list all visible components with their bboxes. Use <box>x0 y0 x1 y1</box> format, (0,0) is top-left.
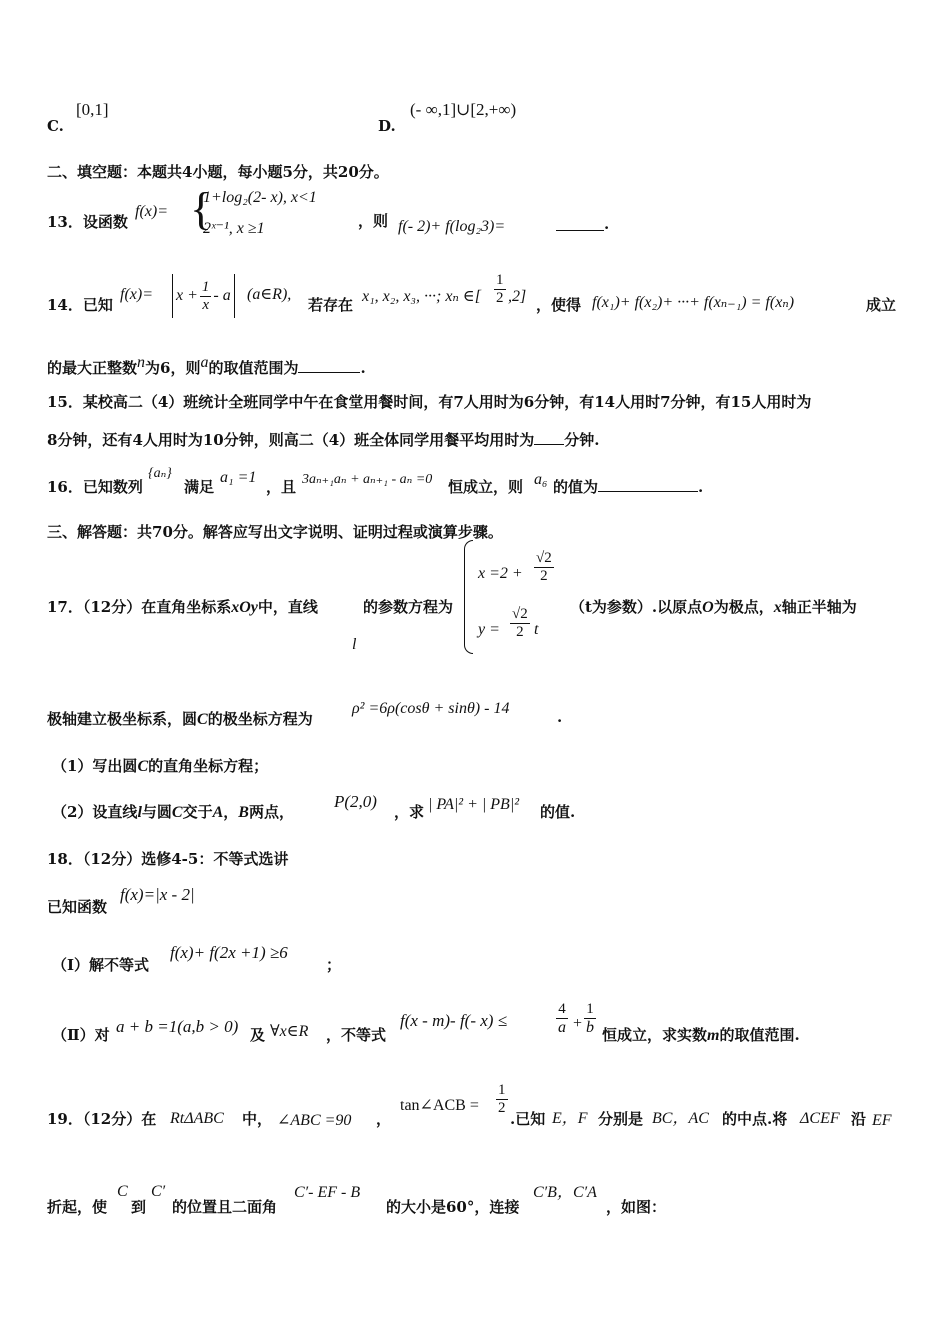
q15-line2-a: 8分钟，还有4人用时为10分钟，则高二（4）班全体同学用餐平均用时为 <box>47 431 535 449</box>
q13-case1: 1+log₂(2- x), x<1 <box>203 189 317 206</box>
q17-comma: ， <box>223 803 239 821</box>
q14-line2-c: 的取值范围为 <box>208 359 299 377</box>
option-c-label: C. <box>47 117 64 135</box>
q17-eq2: y = <box>478 621 500 638</box>
q19-C-prime: C′ <box>151 1183 166 1200</box>
q17-part1b: 的直角坐标方程； <box>148 757 269 775</box>
option-c <box>47 116 64 136</box>
q18-and: 及 <box>250 1026 266 1044</box>
option-d-label: D. <box>378 117 396 135</box>
q18-func: f(x)=|x - 2| <box>120 885 195 904</box>
q17-t: t <box>534 621 539 638</box>
q16-a6: a₆ <box>534 471 548 488</box>
q17-eq2-den: 2 <box>516 624 524 640</box>
q14-equation: f(x₁)+ f(x₂)+ ···+ f(xₙ₋₁) = f(xₙ) <box>592 294 795 311</box>
q18-forall: ∀x∈R <box>270 1023 309 1040</box>
q17-O: O <box>702 599 714 616</box>
q17-system-brace <box>464 540 473 654</box>
q14-line2-b: 为6，则 <box>145 359 201 377</box>
q17-part2e: ，求 <box>394 803 425 821</box>
q17-l: l <box>352 636 357 653</box>
q17-tail3: 轴正半轴为 <box>781 598 857 616</box>
q17-eq1: x =2 + <box>478 565 523 582</box>
q19-C: C <box>117 1183 128 1200</box>
q17-part2b: 与圆 <box>141 803 172 821</box>
q16-answer-blank[interactable] <box>598 477 698 492</box>
q18-four: 4 <box>556 1001 568 1019</box>
q19-EF: EF <box>872 1112 892 1129</box>
q17-line1 <box>47 597 318 618</box>
q16-mid2: ，且 <box>266 478 297 496</box>
q16-cond1: a₁ =1 <box>220 469 257 486</box>
q18-frac-4a <box>556 1001 568 1036</box>
q13-expr: f(- 2)+ f(log₂3)= <box>398 218 506 235</box>
q18-frac-1b <box>584 1001 596 1036</box>
q16-prefix: 16．已知数列 <box>47 478 143 496</box>
q15-answer-blank[interactable] <box>534 430 564 445</box>
q19-line2-c: 的大小是60°，连接 <box>386 1198 520 1216</box>
q14-end1: 成立 <box>866 296 897 314</box>
section2-heading: 二、填空题：本题共4小题，每小题5分，共20分。 <box>47 163 389 181</box>
q15-line1: 15．某校高二（4）班统计全班同学中午在食堂用餐时间，有7人用时为6分钟，有14人用时7分钟，有15人用时为 <box>47 393 812 411</box>
q13-mid: ，则 <box>358 212 389 230</box>
q19-to: 到 <box>131 1198 147 1216</box>
q19-tri2: ΔCEF <box>800 1110 840 1127</box>
q19-tri: RtΔABC <box>170 1110 224 1127</box>
q13-case2: 2ˣ⁻¹, x ≥1 <box>203 220 265 237</box>
q19-EF-pts: E，F <box>552 1110 588 1127</box>
q17-part2 <box>52 802 294 823</box>
q14-prefix: 14．已知 <box>47 296 113 314</box>
q14-mid1: 若存在 <box>308 296 354 314</box>
q13-lhs: f(x)= <box>135 203 168 220</box>
q13-brace: { <box>190 183 213 234</box>
q19-mid2: ， <box>376 1110 392 1128</box>
q17-part2-C: C <box>171 804 183 821</box>
q19-mid4: 分别是 <box>598 1110 644 1128</box>
q16-mid1: 满足 <box>184 478 215 496</box>
q13-answer-blank[interactable] <box>556 216 604 231</box>
q19-two: 2 <box>498 1100 506 1116</box>
q17-line2b: 的极坐标方程为 <box>207 710 313 728</box>
option-d <box>378 116 396 136</box>
section3-heading: 三、解答题：共70分。解答应写出文字说明、证明过程或演算步骤。 <box>47 523 503 541</box>
q18-tail: 恒成立，求实数 <box>602 1026 708 1044</box>
q15-line2-b: 分钟. <box>564 431 600 449</box>
q18-part1: （Ⅰ）解不等式 <box>52 956 150 974</box>
q17-part2d: 两点， <box>248 803 294 821</box>
q18-part2: （Ⅱ）对 <box>52 1026 110 1044</box>
q14-range-end: ,2] <box>508 288 527 305</box>
q14-func-tail: (a∈R), <box>247 286 292 303</box>
q14-a: a <box>200 354 209 371</box>
q19-half <box>496 1082 508 1117</box>
q17-C: C <box>197 711 208 728</box>
q17-part1-text: （1）写出圆 <box>52 757 138 775</box>
q18-one: 1 <box>584 1001 596 1019</box>
q16-mid3: 恒成立，则 <box>448 478 524 496</box>
q19-BC-AC: BC，AC <box>652 1110 709 1127</box>
q17-part2c: 交于 <box>182 803 213 821</box>
q17-tail1: （t为参数）.以原点 <box>570 598 703 616</box>
q19-mid6: 沿 <box>851 1110 867 1128</box>
option-c-math: [0,1] <box>76 100 109 119</box>
q19-line2-d: ，如图： <box>606 1198 667 1216</box>
q19-one: 1 <box>498 1082 506 1098</box>
q18-tail-line <box>602 1025 800 1046</box>
q17-expr: | PA|² + | PB|² <box>428 796 520 813</box>
q17-eq1-frac <box>534 550 554 585</box>
q16-end <box>553 477 703 497</box>
q17-part2f: 的值. <box>540 803 576 821</box>
q19-prefix: 19．（12分）在 <box>47 1110 157 1128</box>
q17-xoy: xOy <box>231 599 258 616</box>
option-d-math: (- ∞,1]∪[2,+∞) <box>410 100 517 119</box>
q17-part2-l: l <box>137 804 142 821</box>
q18-tail2: 的取值范围. <box>719 1026 800 1044</box>
q13-end: . <box>604 215 610 233</box>
q18-title: 18．（12分）选修4-5：不等式选讲 <box>47 850 289 868</box>
q19-line2-b: 的位置且二面角 <box>172 1198 278 1216</box>
q16-cond2: 3aₙ₊₁aₙ + aₙ₊₁ - aₙ =0 <box>302 472 433 487</box>
q14-line2 <box>47 354 366 379</box>
q13-prefix: 13．设函数 <box>47 213 128 231</box>
q19-mid1: 中， <box>242 1110 273 1128</box>
q17-eq1-den: 2 <box>540 568 548 584</box>
q17-x: x <box>773 599 782 616</box>
q14-line2-end: . <box>360 359 366 377</box>
q19-dihedral: C′- EF - B <box>294 1184 361 1201</box>
q18-given: 已知函数 <box>47 898 108 916</box>
q19-mid5: 的中点.将 <box>722 1110 788 1128</box>
q17-part1-C: C <box>137 758 149 775</box>
q17-tail <box>570 597 857 618</box>
q18-m: m <box>707 1027 720 1044</box>
q17-mid2: 的参数方程为 <box>363 598 454 616</box>
q17-part1 <box>52 756 268 777</box>
q17-line2-end: . <box>557 708 563 726</box>
q14-func: f(x)= <box>120 286 153 303</box>
q16-dot: . <box>698 478 704 496</box>
q14-abs-expr: x + $\frac{1}{x}$ - a <box>172 274 235 318</box>
q17-mid1: 中，直线 <box>257 598 318 616</box>
q17-part2-text: （2）设直线 <box>52 803 138 821</box>
q18-plus: + <box>573 1015 583 1032</box>
q17-line2-text: 极轴建立极坐标系，圆 <box>47 710 198 728</box>
q18-ineq1: f(x)+ f(2x +1) ≥6 <box>170 943 288 962</box>
q18-ineq2: f(x - m)- f(- x) ≤ <box>400 1011 508 1030</box>
q19-line2-a: 折起，使 <box>47 1198 108 1216</box>
q16-end-text: 的值为 <box>553 478 599 496</box>
q19-tan: tan∠ACB = <box>400 1097 479 1114</box>
q17-B: B <box>238 804 249 821</box>
q14-mid2: ，使得 <box>536 296 582 314</box>
q17-polar: ρ² =6ρ(cosθ + sinθ) - 14 <box>352 700 510 717</box>
q18-cond: a + b =1(a,b > 0) <box>116 1017 239 1036</box>
q19-angle: ∠ABC =90 <box>277 1112 352 1129</box>
q14-seq: x₁, x₂, x₃, ···; xₙ ∈[ <box>362 288 481 305</box>
q17-P: P(2,0) <box>334 792 377 811</box>
q17-line2 <box>47 709 313 730</box>
q18-part1-end: ； <box>326 956 342 974</box>
q18-b: b <box>586 1019 594 1036</box>
q15-line2 <box>47 430 599 450</box>
q16-seq: {aₙ} <box>148 466 172 481</box>
q17-eq2-frac <box>510 606 530 641</box>
q17-eq2-num: √2 <box>512 606 528 622</box>
q17-A: A <box>212 804 224 821</box>
q17-eq1-num: √2 <box>536 550 552 566</box>
q14-answer-blank[interactable] <box>298 358 360 373</box>
q19-mid3: .已知 <box>510 1110 546 1128</box>
q14-half: $\frac{1}{2}$ <box>496 272 504 306</box>
q17-tail2: 为极点， <box>713 598 774 616</box>
q14-n: n <box>137 354 146 371</box>
q19-segs: C′B，C′A <box>533 1184 597 1201</box>
q18-a: a <box>558 1019 566 1036</box>
q17-prefix: 17．（12分）在直角坐标系 <box>47 598 232 616</box>
q18-mid: ，不等式 <box>326 1026 387 1044</box>
q14-line2-a: 的最大正整数 <box>47 359 138 377</box>
